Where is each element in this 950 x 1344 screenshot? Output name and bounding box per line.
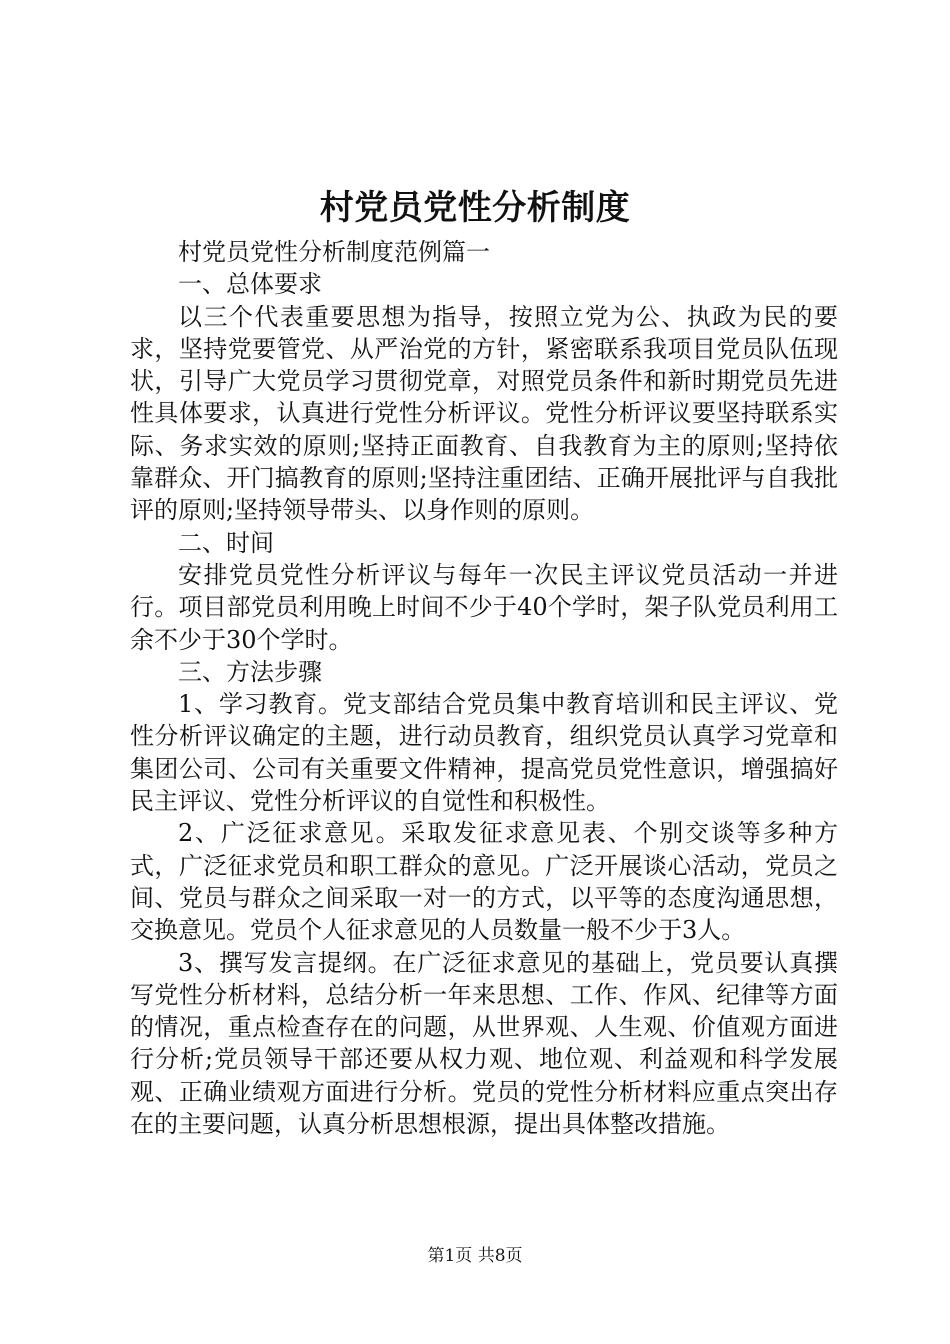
paragraph: 1、学习教育。党支部结合党员集中教育培训和民主评议、党性分析评议确定的主题，进行动员教育，组织党员认真学习党章和集团公司、公司有关重要文件精神，提高党员党性意识，增强搞好民主评议、党性分析评议的自觉性和积极性。 <box>130 690 838 816</box>
paragraph: 2、广泛征求意见。采取发征求意见表、个别交谈等多种方式，广泛征求党员和职工群众的意见。广泛开展谈心活动，党员之间、党员与群众之间采取一对一的方式，以平等的态度沟通思想，交换意见。党员个人征求意见的人员数量一般不少于3人。 <box>130 819 838 945</box>
document-body <box>130 236 838 1140</box>
document-title: 村党员党性分析制度 <box>319 188 631 228</box>
paragraph: 3、撰写发言提纲。在广泛征求意见的基础上，党员要认真撰写党性分析材料，总结分析一年来思想、工作、作风、纪律等方面的情况，重点检查存在的问题，从世界观、人生观、价值观方面进行分析;党员领导干部还要从权力观、地位观、利益观和科学发展观、正确业绩观方面进行分析。党员的党性分析材料应重点突出存在的主要问题，认真分析思想根源，提出具体整改措施。 <box>130 948 838 1139</box>
section-heading-3: 三、方法步骤 <box>178 657 322 686</box>
page-number-footer: 第1页 共8页 <box>427 1246 523 1266</box>
section-heading-1: 一、总体要求 <box>178 270 322 299</box>
paragraph: 以三个代表重要思想为指导，按照立党为公、执政为民的要求，坚持党要管党、从严治党的方针，紧密联系我项目党员队伍现状，引导广大党员学习贯彻党章，对照党员条件和新时期党员先进性具体要求，认真进行党性分析评议。党性分析评议要坚持联系实际、务求实效的原则;坚持正面教育、自我教育为主的原则;坚持依靠群众、开门搞教育的原则;坚持注重团结、正确开展批评与自我批评的原则;坚持领导带头、以身作则的原则。 <box>130 302 838 525</box>
paragraph-subtitle: 村党员党性分析制度范例篇一 <box>178 238 490 266</box>
section-heading-2: 二、时间 <box>178 528 274 557</box>
paragraph: 安排党员党性分析评议与每年一次民主评议党员活动一并进行。项目部党员利用晚上时间不少于40个学时，架子队党员利用工余不少于30个学时。 <box>130 560 838 654</box>
